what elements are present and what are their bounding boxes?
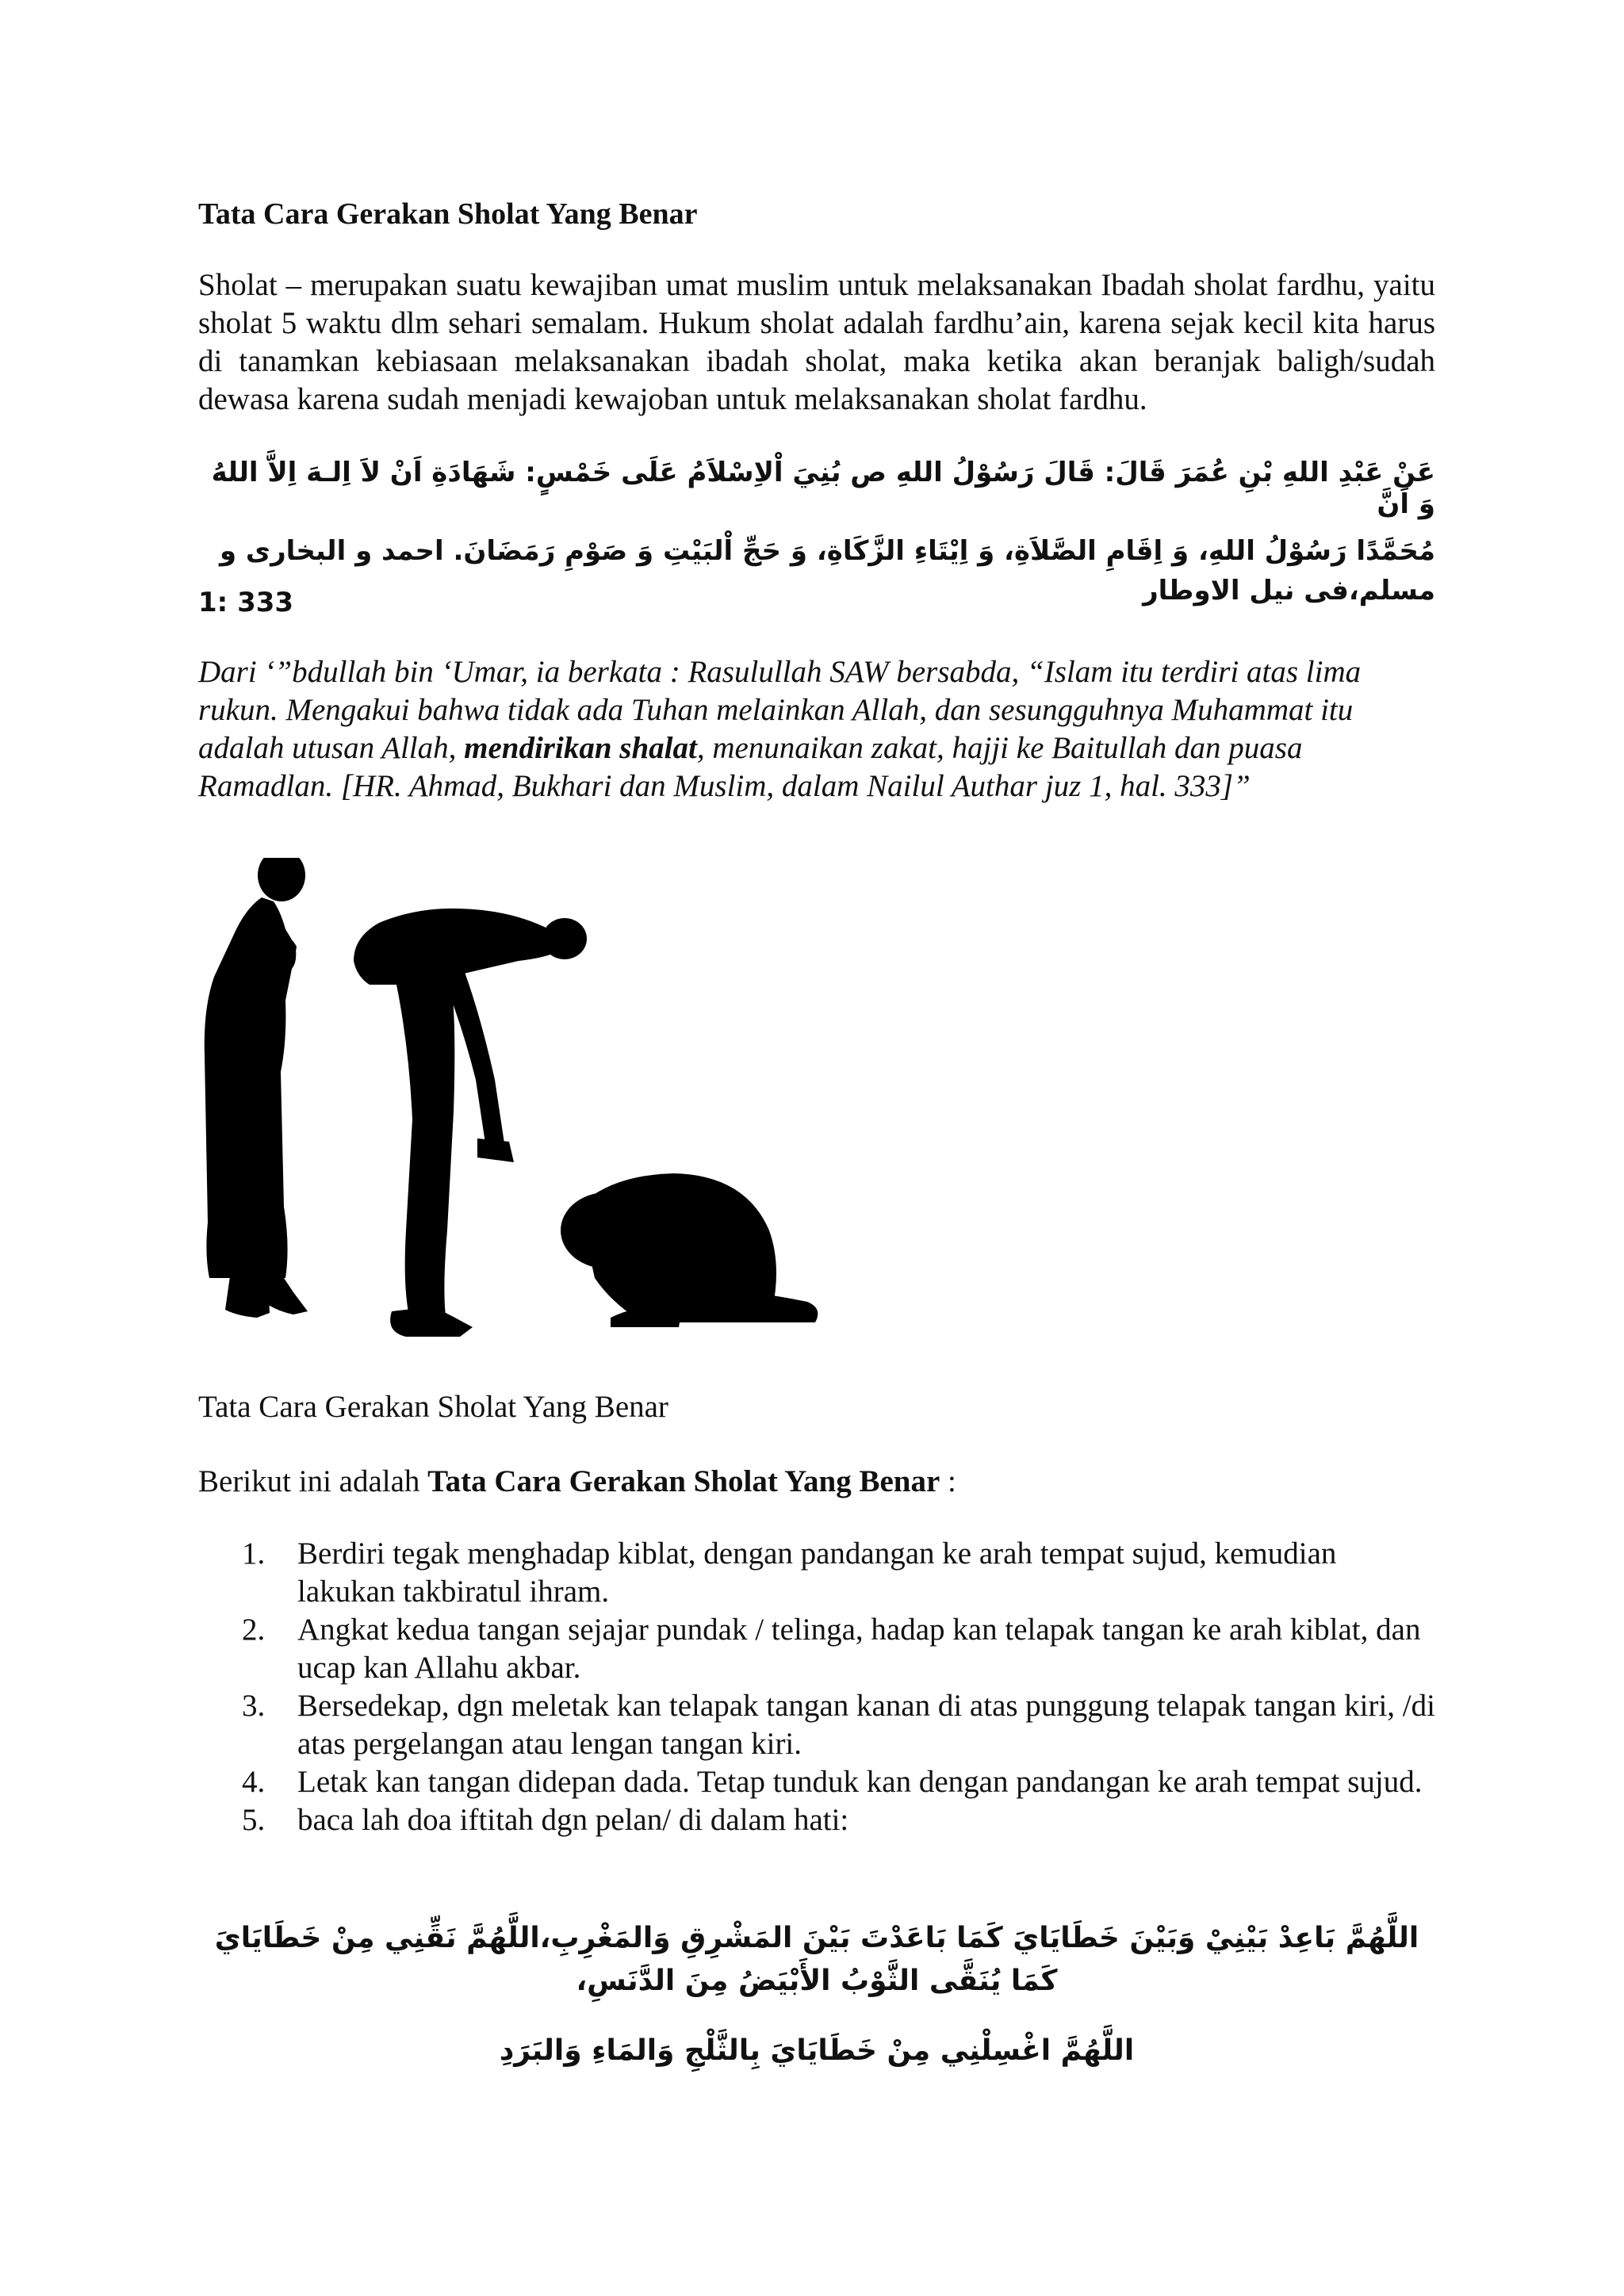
steps-list xyxy=(198,1535,1435,1839)
hadith-translation-part-1: Dari ‘”bdullah bin ‘Umar, ia berkata : Rasulullah SAW bersabda, “Islam itu terdiri atas lima rukun. Mengakui bahwa tidak ada Tuhan melainkan Allah, dan sesungguhnya Muhammat itu adalah utusan Allah, xyxy=(198,655,1362,765)
list-item-text: Angkat kedua tangan sejajar pundak / telinga, hadap kan telapak tangan ke arah kiblat, dan ucap kan Allahu akbar. xyxy=(297,1613,1421,1685)
list-item-number: 5. xyxy=(242,1803,266,1837)
doa-iftitah-line-2: اللَّهُمَّ اغْسِلْنِي مِنْ خَطَايَايَ بِالثَّلْجِ وَالمَاءِ وَالبَرَدِ xyxy=(499,2034,1135,2067)
list-item xyxy=(198,1763,1435,1801)
hadith-arabic-line-1: عَنْ عَبْدِ اللهِ بْنِ عُمَرَ قَالَ: قَالَ رَسُوْلُ اللهِ ص بُنِيَ اْلاِسْلاَمُ عَلَى خَمْسٍ: شَهَادَةِ اَنْ لاَ اِلـهَ اِلاَّ اللهُ وَ اَنَّ xyxy=(211,457,1435,520)
hadith-arabic-line-2: مُحَمَّدًا رَسُوْلُ اللهِ، وَ اِقَامِ الصَّلاَةِ، وَ اِيْتَاءِ الزَّكَاةِ، وَ حَجِّ اْلبَيْتِ وَ صَوْمِ رَمَضَانَ. احمد و البخارى و مسلم،فى نيل الاوطار xyxy=(219,535,1435,607)
hadith-translation xyxy=(198,653,1435,806)
doa-iftitah-line-1: اللَّهُمَّ بَاعِدْ بَيْنِيْ وَبَيْنَ خَطَايَايَ كَمَا بَاعَدْتَ بَيْنَ المَشْرِقِ وَالمَغْرِبِ،اللَّهُمَّ نَقِّنِي مِنْ خَطَايَايَ كَمَا يُنَقَّى الثَّوْبُ الأَبْيَضُ مِنَ الدَّنَسِ، xyxy=(214,1922,1419,1997)
list-item-text: baca lah doa iftitah dgn pelan/ di dalam hati: xyxy=(297,1803,849,1837)
page-title: Tata Cara Gerakan Sholat Yang Benar xyxy=(198,197,698,231)
hadith-translation-part-2: , menunaikan zakat, hajji ke Baitullah dan puasa Ramadlan. [HR. Ahmad, Bukhari dan Muslim, dalam Nailul Authar juz 1, hal. 333]” xyxy=(198,731,1303,803)
steps-intro-prefix: Berikut ini adalah xyxy=(198,1464,428,1498)
prostrating-silhouette xyxy=(561,1173,818,1327)
list-item-number: 4. xyxy=(242,1765,266,1799)
figure-caption: Tata Cara Gerakan Sholat Yang Benar xyxy=(198,1390,668,1424)
list-item-number: 2. xyxy=(242,1613,266,1647)
hadith-translation-emphasis: mendirikan shalat xyxy=(464,731,697,765)
prayer-silhouettes-illustration xyxy=(198,858,841,1349)
list-item xyxy=(198,1611,1435,1687)
steps-intro-bold: Tata Cara Gerakan Sholat Yang Benar xyxy=(427,1464,940,1498)
steps-intro xyxy=(198,1464,1435,1499)
list-item xyxy=(198,1687,1435,1763)
standing-silhouette xyxy=(205,858,308,1318)
intro-paragraph: Sholat – merupakan suatu kewajiban umat muslim untuk melaksanakan Ibadah sholat fardhu, yaitu sholat 5 waktu dlm sehari semalam. Hukum sholat adalah fardhu’ain, karena sejak kecil kita harus di tanamkan kebiasaan melaksanakan ibadah sholat, maka ketika akan beranjak baligh/sudah dewasa karena sudah menjadi kewajoban untuk melaksanakan sholat fardhu. xyxy=(198,268,1435,416)
list-item xyxy=(198,1535,1435,1611)
hadith-arabic-reference: 1: 333 xyxy=(198,587,294,618)
list-item-number: 1. xyxy=(242,1536,266,1571)
list-item-text: Bersedekap, dgn meletak kan telapak tangan kanan di atas punggung telapak tangan kiri, /di atas pergelangan atau lengan tangan kiri. xyxy=(297,1689,1435,1761)
list-item-text: Berdiri tegak menghadap kiblat, dengan pandangan ke arah tempat sujud, kemudian lakukan takbiratul ihram. xyxy=(297,1536,1337,1609)
prayer-positions-figure xyxy=(198,858,841,1349)
bowing-silhouette xyxy=(354,909,587,1337)
list-item xyxy=(198,1801,1435,1839)
list-item-text: Letak kan tangan didepan dada. Tetap tunduk kan dengan pandangan ke arah tempat sujud. xyxy=(297,1765,1423,1799)
list-item-number: 3. xyxy=(242,1689,266,1723)
steps-intro-suffix: : xyxy=(940,1464,956,1498)
